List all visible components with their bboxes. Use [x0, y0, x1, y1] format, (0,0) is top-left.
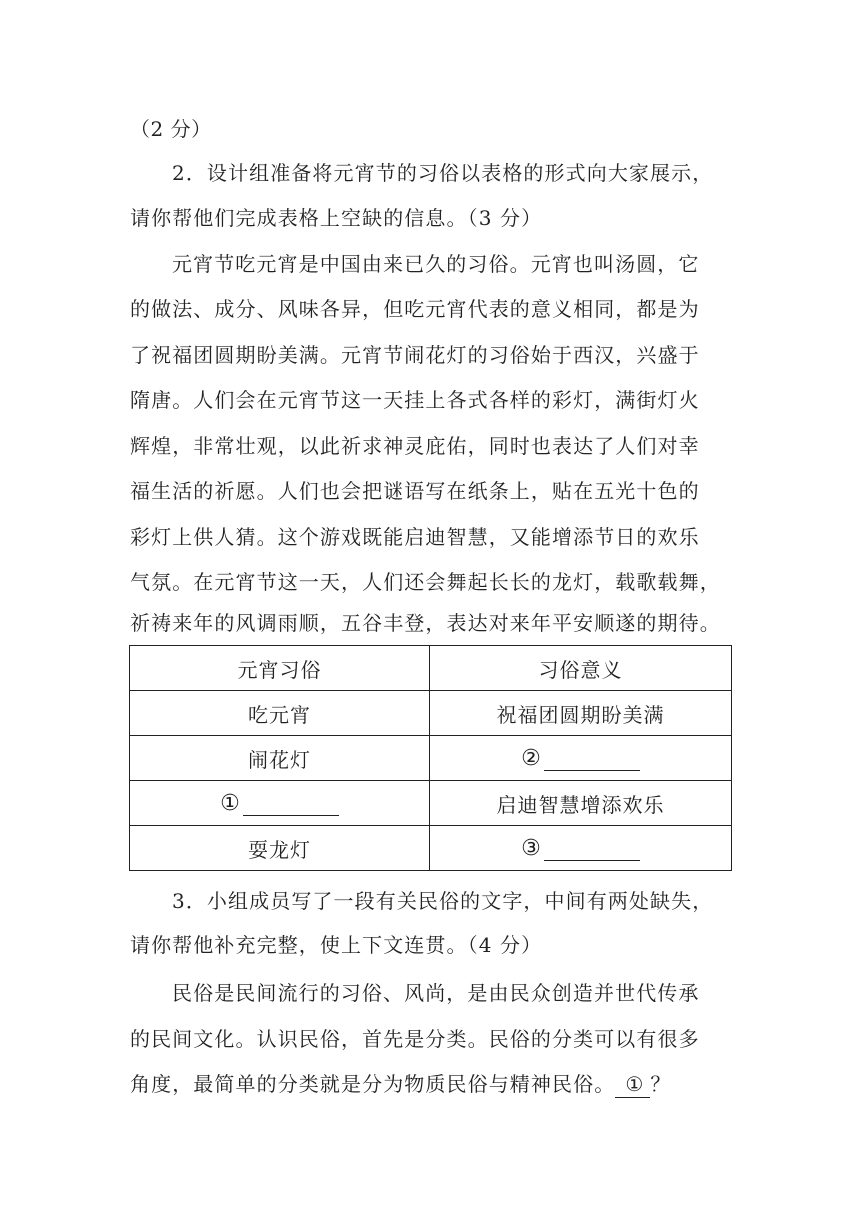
blank-marker-2: ② — [521, 745, 542, 771]
q3-prompt-line-2: 请你帮他补充完整，使上下文连贯。（4 分） — [130, 933, 543, 957]
passage-line: 气氛。在元宵节这一天，人们还会舞起长长的龙灯，载歌载舞， — [130, 570, 721, 594]
meaning-cell: 祝福团圆期盼美满 — [430, 691, 732, 736]
custom-blank-cell — [130, 781, 430, 826]
passage-line: 了祝福团圆期盼美满。元宵节闹花灯的习俗始于西汉，兴盛于 — [130, 343, 700, 367]
passage-line: 辉煌，非常壮观，以此祈求神灵庇佑，同时也表达了人们对幸 — [130, 434, 700, 458]
passage2-line: 民俗是民间流行的习俗、风尚，是由民众创造并世代传承 — [172, 981, 700, 1005]
passage2-line-with-blank — [130, 1071, 730, 1098]
inline-answer-blank-1[interactable]: ① — [615, 1071, 650, 1098]
passage2-question-mark: ？ — [650, 1072, 672, 1096]
table-row — [130, 736, 732, 781]
passage-line: 的做法、成分、风味各异，但吃元宵代表的意义相同，都是为 — [130, 297, 700, 321]
meaning-blank-cell — [430, 736, 732, 781]
passage-line: 元宵节吃元宵是中国由来已久的习俗。元宵也叫汤圆，它 — [172, 252, 700, 276]
blank-marker-1: ① — [220, 790, 241, 816]
customs-table — [129, 645, 732, 871]
answer-blank-1[interactable] — [243, 793, 339, 816]
q2-prompt-line-1: 2．设计组准备将元宵节的习俗以表格的形式向大家展示， — [172, 161, 714, 185]
answer-blank-2[interactable] — [544, 748, 640, 771]
q1-score: （2 分） — [130, 117, 212, 141]
blank-marker-3: ③ — [521, 835, 542, 861]
meaning-cell: 启迪智慧增添欢乐 — [430, 781, 732, 826]
q3-prompt-line-1: 3．小组成员写了一段有关民俗的文字，中间有两处缺失， — [172, 889, 714, 913]
answer-blank-3[interactable] — [544, 838, 640, 861]
passage-line: 祈祷来年的风调雨顺，五谷丰登，表达对来年平安顺遂的期待。 — [130, 611, 721, 635]
custom-cell: 闹花灯 — [130, 736, 430, 781]
custom-cell: 吃元宵 — [130, 691, 430, 736]
table-header-row — [130, 646, 732, 691]
table-row — [130, 691, 732, 736]
passage-line: 福生活的祈愿。人们也会把谜语写在纸条上，贴在五光十色的 — [130, 479, 700, 503]
passage2-line: 的民间文化。认识民俗，首先是分类。民俗的分类可以有很多 — [130, 1027, 700, 1051]
meaning-blank-cell — [430, 826, 732, 871]
column-header-custom: 元宵习俗 — [130, 646, 430, 691]
passage-line: 隋唐。人们会在元宵节这一天挂上各式各样的彩灯，满街灯火 — [130, 388, 700, 412]
q2-prompt-line-2: 请你帮他们完成表格上空缺的信息。（3 分） — [130, 206, 543, 230]
passage-line: 彩灯上供人猜。这个游戏既能启迪智慧，又能增添节日的欢乐 — [130, 525, 700, 549]
custom-cell: 耍龙灯 — [130, 826, 430, 871]
column-header-meaning: 习俗意义 — [430, 646, 732, 691]
passage2-text: 角度，最简单的分类就是分为物质民俗与精神民俗。 — [130, 1072, 616, 1096]
table-row — [130, 826, 732, 871]
table-row — [130, 781, 732, 826]
